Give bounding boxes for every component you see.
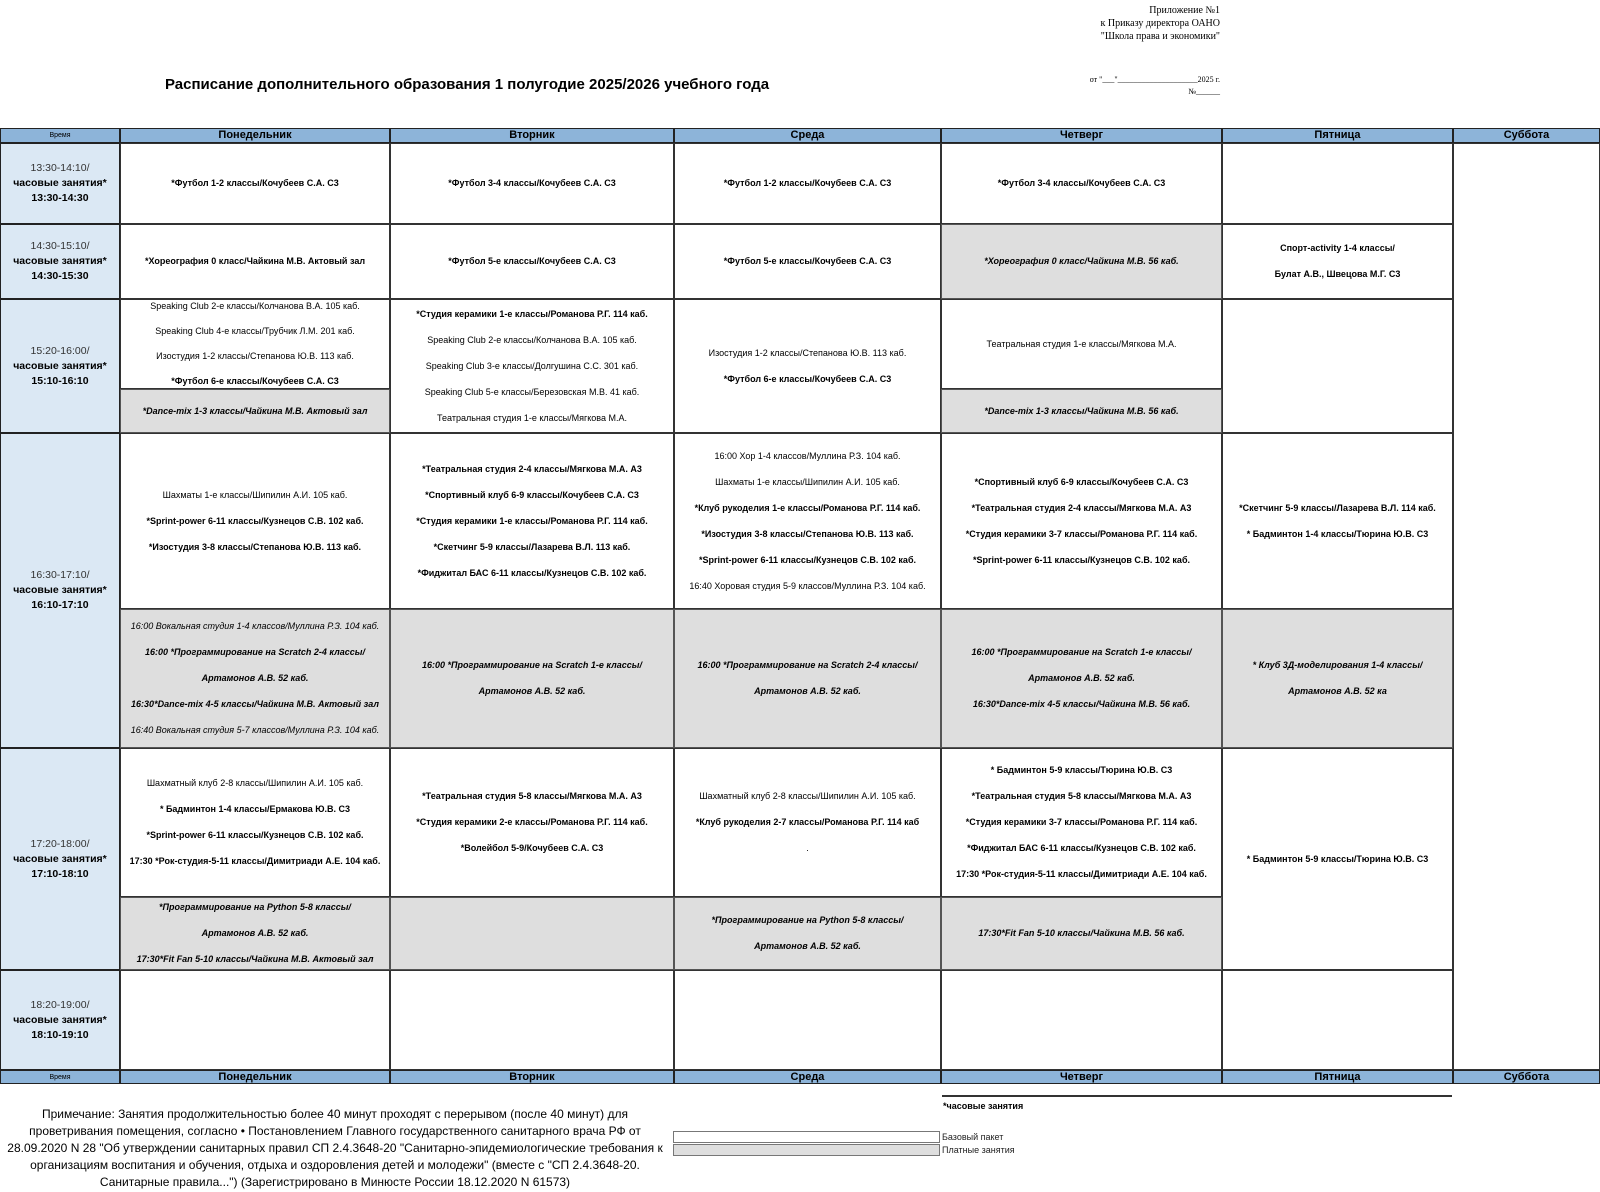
cell-s4-fri-base [1222, 433, 1453, 609]
activity-line: *Фиджитал БАС 6-11 классы/Кузнецов С.В. 102 каб. [417, 567, 647, 578]
activity-line: * Бадминтон 5-9 классы/Тюрина Ю.В. С3 [990, 765, 1173, 775]
activity-line: 16:00 Хор 1-4 классов/Муллина Р.З. 104 каб. [714, 450, 901, 461]
activity-line: Speaking Club 2-е классы/Колчанова В.А. 105 каб. [150, 301, 360, 311]
cell-s5-wed-base [674, 748, 941, 897]
activity-line: Спорт-activity 1-4 классы/ [1280, 243, 1395, 253]
annex-line: Приложение №1 [1149, 5, 1220, 16]
time-slot-text: часовые занятия* [13, 255, 107, 267]
activity-line: Театральная студия 1-е классы/Мягкова М.А. [437, 412, 627, 423]
header-day-bottom: Понедельник [120, 1070, 390, 1084]
cell-s1-fri [1222, 143, 1453, 224]
activity-line: Speaking Club 4-е классы/Трубчик Л.М. 201 каб. [155, 326, 355, 336]
activity-line: Изостудия 1-2 классы/Степанова Ю.В. 113 каб. [156, 351, 354, 361]
cell-s1-tue [390, 143, 674, 224]
hourly-note: *часовые занятия [943, 1101, 1024, 1111]
cell-s5-fri [1222, 748, 1453, 970]
activity-line: * Бадминтон 1-4 классы/Тюрина Ю.В. С3 [1246, 528, 1429, 539]
cell-s4-mon-base [120, 433, 390, 609]
time-slot-text: 15:20-16:00/ [30, 344, 90, 357]
header-day-top: Понедельник [120, 128, 390, 143]
activity-line: 17:30 *Рок-студия-5-11 классы/Димитриади А.Е. 104 каб. [956, 869, 1207, 879]
time-slot-text: 15:10-16:10 [31, 374, 89, 387]
cell-s3-mon-paid [120, 389, 390, 433]
cell-s3-fri [1222, 299, 1453, 433]
time-slot-text: 14:30-15:30 [31, 270, 89, 282]
time-slot-cell [0, 970, 120, 1070]
time-slot-text: 13:30-14:30 [31, 192, 89, 204]
activity-line: *Скетчинг 5-9 классы/Лазарева В.Л. 114 каб. [1239, 502, 1436, 513]
annex-line: к Приказу директора ОАНО [1100, 18, 1220, 29]
header-day-bottom: Вторник [390, 1070, 674, 1084]
activity-line: *Клуб рукоделия 2-7 классы/Романова Р.Г. 114 каб [695, 817, 920, 827]
footer-note: Примечание: Занятия продолжительностью более 40 минут проходят с перерывом (после 40 минут) для проветривания помещения, согласно • Постановлением Главного государственного санитарного врача РФ от 28.09.2020 N 28 "Об утверждении санитарных правил СП 2.4.3648-20 "Санитарно-эпидемиологические требования к организациям воспитания и обучения, отдыха и оздоровления детей и молодежи" (вместе с "СП 2.4.3648-20. Санитарные правила...") (Зарегистрировано в Минюсте России 18.12.2020 N 61573) [7, 1107, 663, 1189]
time-slot-cell [0, 224, 120, 299]
activity-line: Артамонов А.В. 52 каб. [1028, 673, 1135, 683]
cell-s5-tue-base [390, 748, 674, 897]
activity-line: . [806, 843, 809, 853]
cell-s6-fri [1222, 970, 1453, 1070]
time-slot-cell [0, 299, 120, 433]
activity-line: *Футбол 1-2 классы/Кочубеев С.А. С3 [171, 178, 339, 188]
cell-s2-tue [390, 224, 674, 299]
activity-line: *Студия керамики 2-е классы/Романова Р.Г. 114 каб. [416, 817, 648, 827]
activity-line: *Футбол 3-4 классы/Кочубеев С.А. С3 [997, 178, 1166, 188]
time-slot-cell [0, 143, 120, 224]
cell-s3-mon-base [120, 299, 390, 389]
schedule-table [0, 128, 1600, 1084]
activity-line: *Sprint-power 6-11 классы/Кузнецов С.В. 102 каб. [146, 515, 364, 526]
time-slot-text: часовые занятия* [13, 1013, 107, 1026]
activity-line: *Студия керамики 3-7 классы/Романова Р.Г. 114 каб. [965, 817, 1198, 827]
activity-line: * Бадминтон 5-9 классы/Тюрина Ю.В. С3 [1246, 853, 1429, 864]
activity-line: 16:00 *Программирование на Scratch 2-4 классы/ [145, 647, 365, 657]
time-slot-cell [0, 433, 120, 748]
activity-line: Шахматы 1-е классы/Шипилин А.И. 105 каб. [162, 489, 348, 500]
activity-line: Изостудия 1-2 классы/Степанова Ю.В. 113 каб. [708, 347, 907, 358]
activity-line: 16:40 Хоровая студия 5-9 классов/Муллина Р.З. 104 каб. [689, 580, 926, 591]
header-day-top: Среда [674, 128, 941, 143]
activity-line: 16:00 *Программирование на Scratch 1-е классы/ [971, 647, 1192, 657]
header-day-top: Пятница [1222, 128, 1453, 143]
activity-line: Артамонов А.В. 52 каб. [201, 673, 309, 683]
activity-line: 16:30*Dance-mix 4-5 классы/Чайкина М.В. 56 каб. [972, 699, 1191, 709]
cell-s1-mon [120, 143, 390, 224]
legend-divider [942, 1095, 1452, 1097]
page-title: Расписание дополнительного образования 1 полугодие 2025/2026 учебного года [165, 76, 770, 93]
time-slot-text: часовые занятия* [13, 852, 107, 865]
activity-line: *Театральная студия 2-4 классы/Мягкова М.А. А3 [971, 502, 1192, 513]
activity-line: *Программирование на Python 5-8 классы/ [711, 915, 904, 925]
cell-s2-mon [120, 224, 390, 299]
cell-s1-thu [941, 143, 1222, 224]
activity-line: *Sprint-power 6-11 классы/Кузнецов С.В. 102 каб. [146, 830, 364, 840]
cell-s5-tue-paid [390, 897, 674, 970]
cell-s2-thu [941, 224, 1222, 299]
activity-line: 17:30*Fit Fan 5-10 классы/Чайкина М.В. Актовый зал [136, 954, 374, 964]
activity-line: *Sprint-power 6-11 классы/Кузнецов С.В. 102 каб. [973, 554, 1190, 565]
cell-s4-thu-base [941, 433, 1222, 609]
activity-line: *Клуб рукоделия 1-е классы/Романова Р.Г. 114 каб. [694, 502, 921, 513]
header-day-bottom: Суббота [1453, 1070, 1600, 1084]
activity-line: Театральная студия 1-е классы/Мягкова М.А. [986, 338, 1177, 349]
header-day-top: Четверг [941, 128, 1222, 143]
activity-line: *Студия керамики 3-7 классы/Романова Р.Г. 114 каб. [965, 528, 1198, 539]
activity-line: Шахматный клуб 2-8 классы/Шипилин А.И. 105 каб. [146, 778, 364, 788]
activity-line: *Фиджитал БАС 6-11 классы/Кузнецов С.В. 102 каб. [967, 843, 1196, 853]
activity-line: Артамонов А.В. 52 каб. [201, 928, 309, 938]
legend-swatch-paid [673, 1144, 940, 1156]
cell-s6-mon [120, 970, 390, 1070]
activity-line: *Футбол 6-е классы/Кочубеев С.А. С3 [723, 373, 892, 384]
activity-line: Шахматы 1-е классы/Шипилин А.И. 105 каб. [715, 476, 900, 487]
activity-line: *Театральная студия 2-4 классы/Мягкова М.А. А3 [422, 463, 642, 474]
time-slot-text: 17:10-18:10 [31, 867, 89, 880]
activity-line: *Dance-mix 1-3 классы/Чайкина М.В. 56 каб. [984, 405, 1179, 416]
cell-s4-wed-base [674, 433, 941, 609]
cell-s4-fri-paid [1222, 609, 1453, 748]
activity-line: *Футбол 6-е классы/Кочубеев С.А. С3 [171, 376, 339, 386]
time-slot-text: 16:30-17:10/ [30, 569, 90, 581]
activity-line: 17:30*Fit Fan 5-10 классы/Чайкина М.В. 56 каб. [978, 928, 1185, 938]
cell-s3-thu-base [941, 299, 1222, 389]
time-slot-text: 14:30-15:10/ [30, 240, 90, 252]
legend-label-paid: Платные занятия [942, 1145, 1015, 1155]
activity-line: Speaking Club 3-е классы/Долгушина С.С. 301 каб. [425, 360, 639, 371]
cell-s3-tue [390, 299, 674, 433]
activity-line: Артамонов А.В. 52 ка [1288, 686, 1387, 696]
activity-line: *Футбол 3-4 классы/Кочубеев С.А. С3 [448, 178, 616, 188]
activity-line: Артамонов А.В. 52 каб. [754, 941, 861, 951]
activity-line: 16:00 Вокальная студия 1-4 классов/Муллина Р.З. 104 каб. [130, 621, 380, 631]
activity-line: Артамонов А.В. 52 каб. [478, 686, 586, 696]
cell-s4-tue-base [390, 433, 674, 609]
cell-s5-mon-base [120, 748, 390, 897]
header-time-top: Время [0, 128, 120, 143]
activity-line: Speaking Club 5-е классы/Березовская М.В. 41 каб. [424, 386, 640, 397]
activity-line: Speaking Club 2-е классы/Колчанова В.А. 105 каб. [427, 334, 637, 345]
order-number: №______ [1188, 87, 1220, 96]
time-slot-text: 13:30-14:10/ [30, 162, 90, 174]
header-day-top: Суббота [1453, 128, 1600, 143]
legend-swatch-base [673, 1131, 940, 1143]
activity-line: *Sprint-power 6-11 классы/Кузнецов С.В. 102 каб. [699, 554, 916, 565]
time-slot-text: 17:20-18:00/ [30, 837, 90, 850]
cell-s1-wed [674, 143, 941, 224]
time-slot-text: 18:20-19:00/ [30, 998, 90, 1011]
activity-line: *Хореография 0 класс/Чайкина М.В. Актовый зал [144, 256, 366, 266]
header-day-bottom: Четверг [941, 1070, 1222, 1084]
activity-line: *Хореография 0 класс/Чайкина М.В. 56 каб. [984, 256, 1179, 266]
cell-s4-mon-paid [120, 609, 390, 748]
cell-s5-wed-paid [674, 897, 941, 970]
activity-line: *Футбол 5-е классы/Кочубеев С.А. С3 [723, 256, 892, 266]
activity-line: *Скетчинг 5-9 классы/Лазарева В.Л. 113 каб. [433, 541, 631, 552]
activity-line: *Спортивный клуб 6-9 классы/Кочубеев С.А. С3 [425, 489, 639, 500]
cell-s2-fri [1222, 224, 1453, 299]
cell-s6-thu [941, 970, 1222, 1070]
order-date-block [1090, 74, 1220, 98]
annex-line: "Школа права и экономики" [1100, 31, 1220, 42]
activity-line: Булат А.В., Швецова М.Г. С3 [1274, 269, 1401, 279]
activity-line: *Студия керамики 1-е классы/Романова Р.Г. 114 каб. [416, 515, 648, 526]
activity-line: *Футбол 1-2 классы/Кочубеев С.А. С3 [723, 178, 892, 188]
activity-line: * Клуб 3Д-моделирования 1-4 классы/ [1252, 660, 1423, 670]
activity-line: 16:00 *Программирование на Scratch 1-е классы/ [422, 660, 642, 670]
activity-line: *Студия керамики 1-е классы/Романова Р.Г. 114 каб. [416, 308, 648, 319]
header-time-bottom: Время [0, 1070, 120, 1084]
activity-line: *Театральная студия 5-8 классы/Мягкова М.А. А3 [971, 791, 1192, 801]
cell-s3-wed [674, 299, 941, 433]
cell-s6-tue [390, 970, 674, 1070]
cell-s5-mon-paid [120, 897, 390, 970]
order-date: от "___"____________________2025 г. [1089, 75, 1220, 84]
activity-line: * Бадминтон 1-4 классы/Ермакова Ю.В. С3 [159, 804, 351, 814]
cell-s4-tue-paid [390, 609, 674, 748]
time-slot-text: часовые занятия* [13, 359, 107, 372]
activity-line: *Dance-mix 1-3 классы/Чайкина М.В. Актовый зал [142, 405, 368, 416]
time-slot-cell [0, 748, 120, 970]
cell-s4-wed-paid [674, 609, 941, 748]
cell-s5-thu-base [941, 748, 1222, 897]
activity-line: *Театральная студия 5-8 классы/Мягкова М.А. А3 [422, 791, 642, 801]
activity-line: Шахматный клуб 2-8 классы/Шипилин А.И. 105 каб. [699, 791, 916, 801]
header-day-bottom: Среда [674, 1070, 941, 1084]
activity-line: 17:30 *Рок-студия-5-11 классы/Димитриади А.Е. 104 каб. [129, 856, 381, 866]
activity-line: Артамонов А.В. 52 каб. [754, 686, 861, 696]
annex-block [1101, 4, 1221, 43]
time-slot-text: 18:10-19:10 [31, 1028, 89, 1041]
cell-s2-wed [674, 224, 941, 299]
cell-saturday [1453, 143, 1600, 1070]
cell-s6-wed [674, 970, 941, 1070]
activity-line: *Программирование на Python 5-8 классы/ [159, 902, 351, 912]
activity-line: 16:00 *Программирование на Scratch 2-4 классы/ [697, 660, 918, 670]
time-slot-text: 16:10-17:10 [31, 599, 89, 611]
time-slot-text: часовые занятия* [13, 584, 107, 596]
activity-line: *Волейбол 5-9/Кочубеев С.А. С3 [460, 843, 604, 853]
cell-s3-thu-paid [941, 389, 1222, 433]
activity-line: *Изостудия 3-8 классы/Степанова Ю.В. 113 каб. [701, 528, 914, 539]
activity-line: *Футбол 5-е классы/Кочубеев С.А. С3 [448, 256, 616, 266]
cell-s5-thu-paid [941, 897, 1222, 970]
cell-s4-thu-paid [941, 609, 1222, 748]
activity-line: 16:30*Dance-mix 4-5 классы/Чайкина М.В. Актовый зал [131, 699, 379, 709]
header-day-top: Вторник [390, 128, 674, 143]
activity-line: 16:40 Вокальная студия 5-7 классов/Муллина Р.З. 104 каб. [130, 725, 380, 735]
legend-label-base: Базовый пакет [942, 1132, 1004, 1142]
time-slot-text: часовые занятия* [13, 177, 107, 189]
header-day-bottom: Пятница [1222, 1070, 1453, 1084]
activity-line: *Спортивный клуб 6-9 классы/Кочубеев С.А. С3 [974, 476, 1189, 487]
activity-line: *Изостудия 3-8 классы/Степанова Ю.В. 113 каб. [148, 541, 362, 552]
